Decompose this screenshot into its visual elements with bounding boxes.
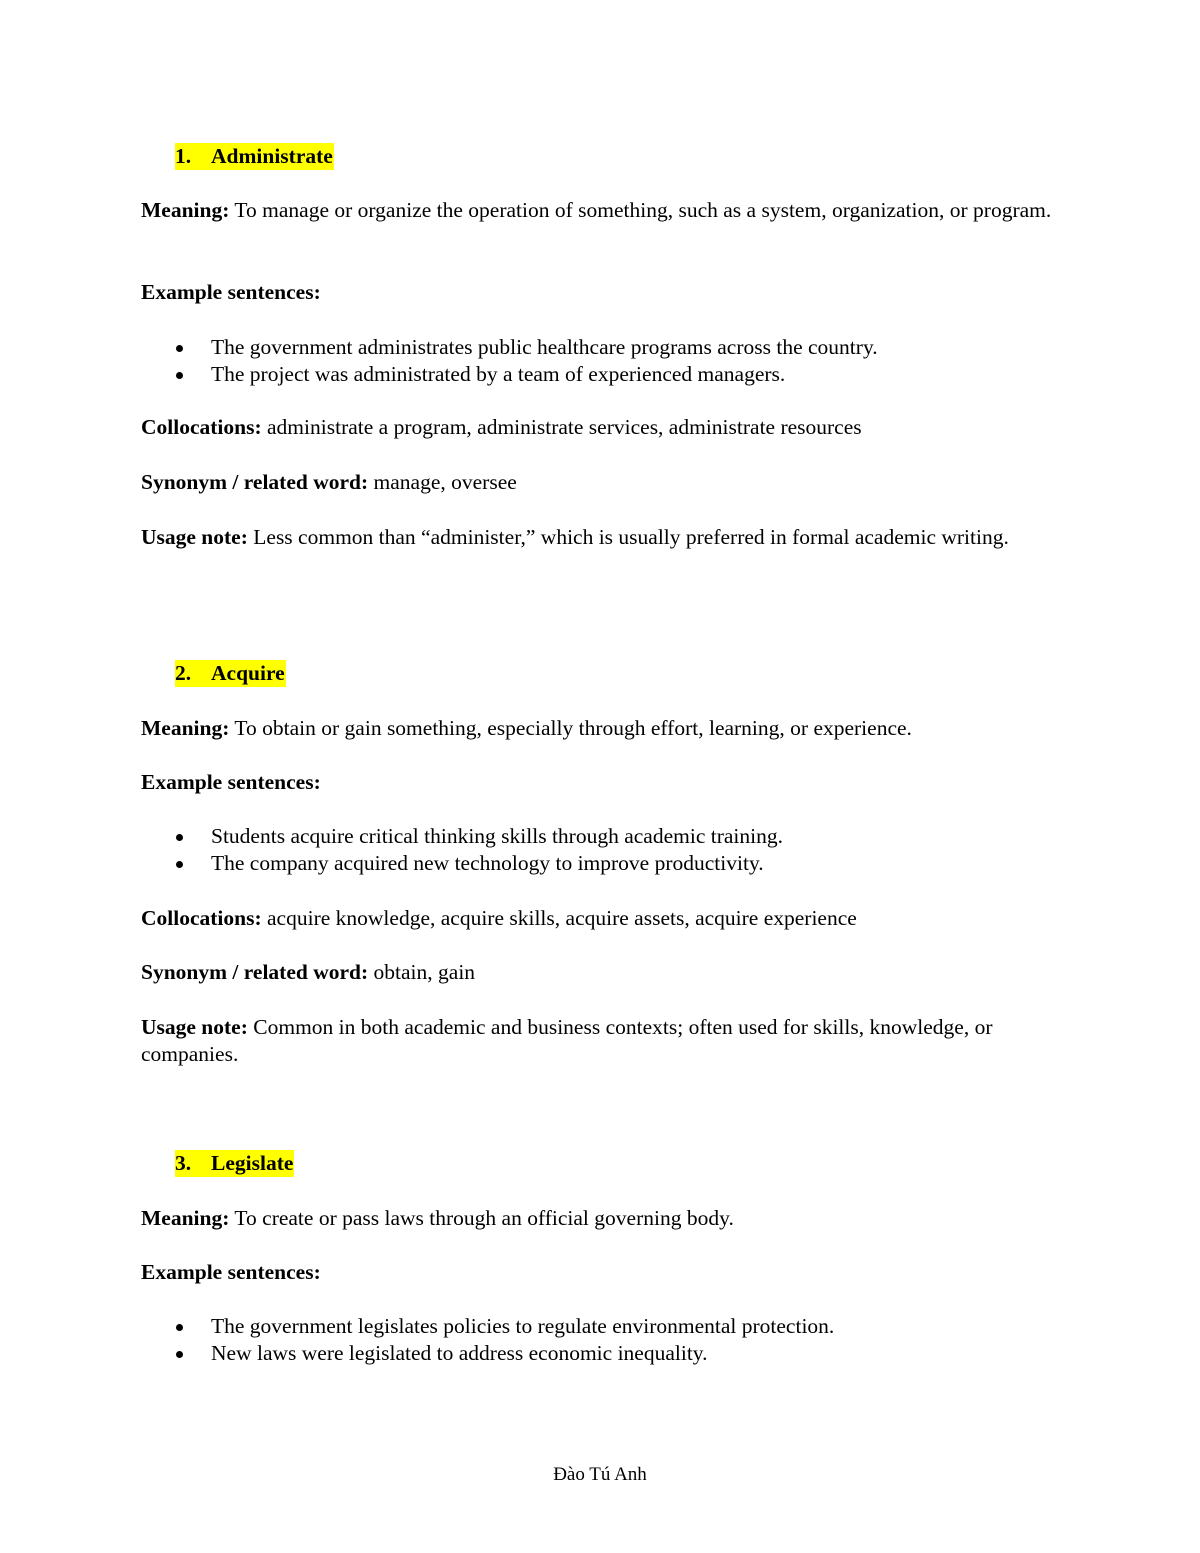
entry-number: 3.	[175, 1151, 192, 1175]
examples-label: Example sentences:	[141, 770, 321, 794]
example-text: The company acquired new technology to improve productivity.	[211, 851, 764, 875]
entry-heading	[175, 660, 286, 687]
bullet-icon	[176, 861, 183, 868]
meaning-text: To create or pass laws through an official governing body.	[234, 1206, 734, 1230]
list-item	[141, 361, 1061, 388]
example-text: New laws were legislated to address economic inequality.	[211, 1341, 708, 1365]
example-text: The government administrates public healthcare programs across the country.	[211, 335, 878, 359]
entry-word: Administrate	[211, 144, 333, 168]
list-item	[141, 823, 1061, 850]
entry-number: 1.	[175, 144, 192, 168]
collocations-text: administrate a program, administrate services, administrate resources	[267, 415, 862, 439]
examples-label-paragraph	[141, 769, 1061, 796]
synonym-paragraph	[141, 469, 1061, 496]
entry-heading	[175, 1150, 294, 1177]
example-list	[141, 823, 1061, 877]
usage-text: Less common than “administer,” which is usually preferred in formal academic writing.	[253, 525, 1009, 549]
collocations-paragraph	[141, 414, 1061, 441]
page-footer	[0, 1461, 1200, 1488]
synonym-text: manage, oversee	[373, 470, 517, 494]
footer-author: Đào Tú Anh	[553, 1464, 647, 1485]
example-text: The project was administrated by a team of experienced managers.	[211, 362, 786, 386]
collocations-label: Collocations:	[141, 415, 262, 439]
collocations-text: acquire knowledge, acquire skills, acquire assets, acquire experience	[267, 906, 857, 930]
usage-label: Usage note:	[141, 525, 248, 549]
example-list	[141, 1313, 1061, 1367]
synonym-paragraph	[141, 959, 1061, 986]
examples-label: Example sentences:	[141, 1260, 321, 1284]
meaning-paragraph	[141, 1205, 1061, 1232]
usage-paragraph	[141, 1014, 1061, 1068]
meaning-label: Meaning:	[141, 1206, 230, 1230]
list-item	[141, 334, 1061, 361]
list-item	[141, 850, 1061, 877]
bullet-icon	[176, 1324, 183, 1331]
examples-label: Example sentences:	[141, 280, 321, 304]
example-text: The government legislates policies to regulate environmental protection.	[211, 1314, 835, 1338]
bullet-icon	[176, 1351, 183, 1358]
collocations-paragraph	[141, 905, 1061, 932]
meaning-text: To obtain or gain something, especially through effort, learning, or experience.	[234, 716, 912, 740]
usage-text: Common in both academic and business contexts; often used for skills, knowledge, or companies.	[141, 1015, 993, 1066]
synonym-label: Synonym / related word:	[141, 960, 369, 984]
meaning-text: To manage or organize the operation of something, such as a system, organization, or program.	[234, 198, 1052, 222]
examples-label-paragraph	[141, 1259, 1061, 1286]
example-list	[141, 334, 1061, 388]
bullet-icon	[176, 345, 183, 352]
example-text: Students acquire critical thinking skills through academic training.	[211, 824, 783, 848]
meaning-paragraph	[141, 197, 1061, 224]
list-item	[141, 1313, 1061, 1340]
collocations-label: Collocations:	[141, 906, 262, 930]
synonym-label: Synonym / related word:	[141, 470, 369, 494]
examples-label-paragraph	[141, 279, 1061, 306]
entry-number: 2.	[175, 661, 192, 685]
usage-paragraph	[141, 524, 1061, 551]
bullet-icon	[176, 834, 183, 841]
list-item	[141, 1340, 1061, 1367]
synonym-text: obtain, gain	[373, 960, 476, 984]
entry-heading	[175, 143, 334, 170]
entry-word: Acquire	[211, 661, 285, 685]
usage-label: Usage note:	[141, 1015, 248, 1039]
meaning-label: Meaning:	[141, 198, 230, 222]
bullet-icon	[176, 372, 183, 379]
meaning-label: Meaning:	[141, 716, 230, 740]
meaning-paragraph	[141, 715, 1061, 742]
entry-word: Legislate	[211, 1151, 294, 1175]
